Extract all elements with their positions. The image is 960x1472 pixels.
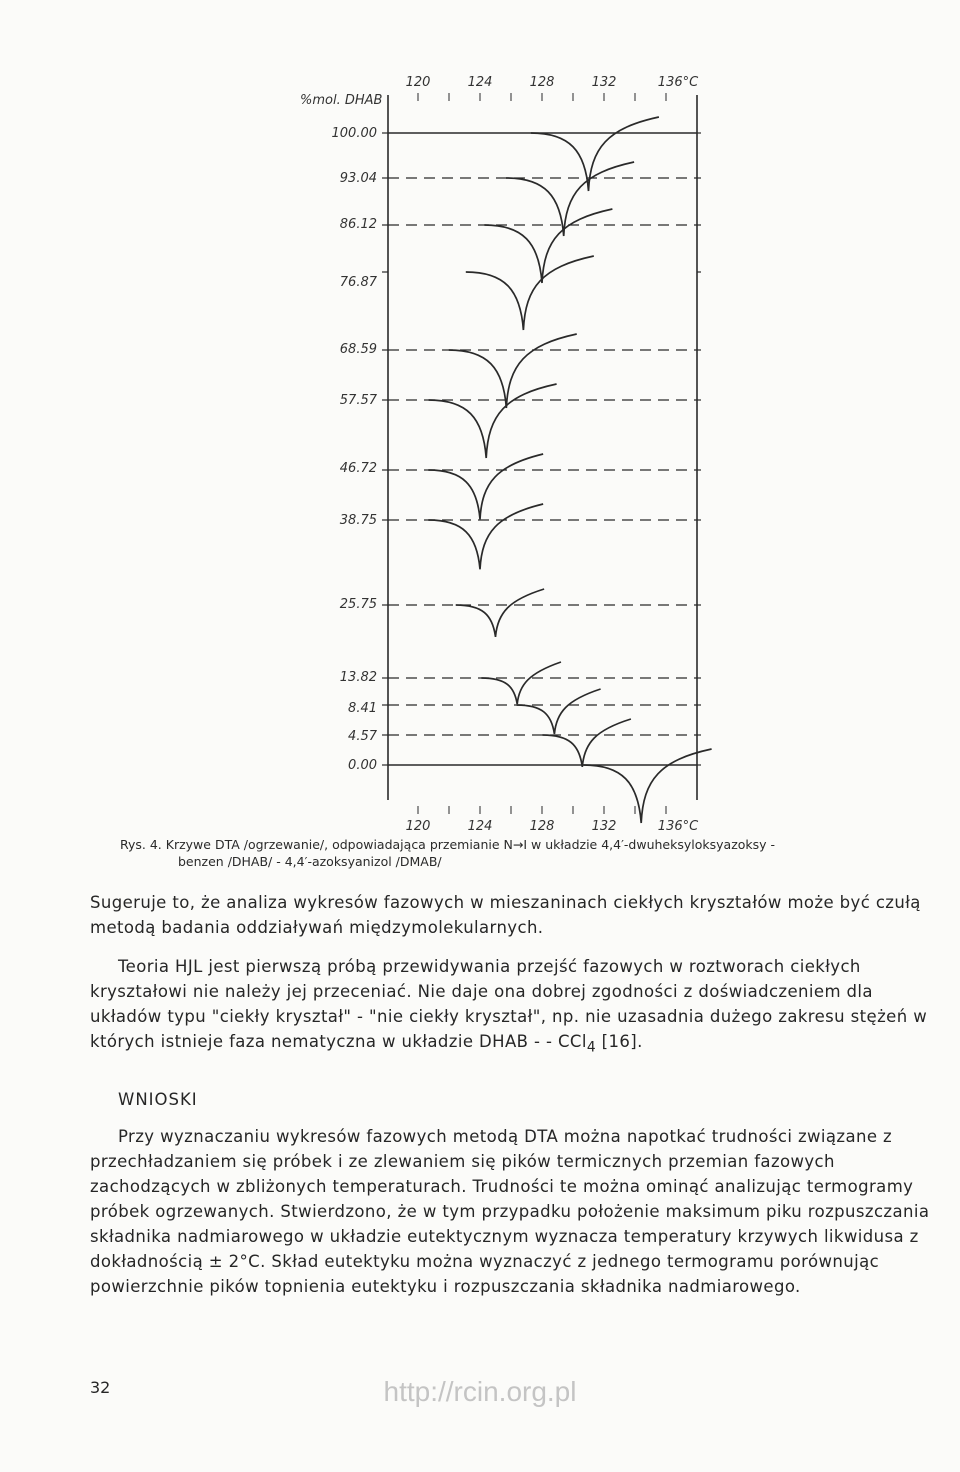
composition-label: 0.00 [348,758,377,773]
paragraph-2-text: Teoria HJL jest pierwszą próbą przewidywania przejść fazowych w roztworach ciekłych kryształowi nie należy jej przeceniać. Nie daje ona dobrej zgodności z doświadczeniem dla układów typu "ciekły kryształ" - "nie ciekły kryształ", np. nie uzasadnia dużego zakresu stężeń w których istnieje faza nematyczna w układzie DHAB - - CCl [90,957,928,1051]
composition-label: 4.57 [348,729,377,744]
composition-label: 76.87 [339,275,377,290]
ccl4-subscript: 4 [586,1039,596,1056]
section-heading: WNIOSKI [118,1090,198,1109]
top-axis [406,75,700,101]
y-axis-label: %mol. DHAB [300,93,383,108]
dta-peak-curve [517,689,601,734]
composition-label: 8.41 [348,701,377,716]
dta-peak-curve [466,256,594,330]
top-tick-label: 132 [591,75,617,90]
top-tick-label: 128 [529,75,555,90]
bottom-tick-label: 132 [591,819,617,830]
composition-label: 38.75 [339,513,377,528]
plot-frame [382,95,701,800]
dta-peak-curve [584,749,712,823]
composition-label: 68.59 [339,342,377,357]
top-tick-label: 120 [405,75,431,90]
watermark: http://rcin.org.pl [383,1376,577,1407]
caption-line-2: benzen /DHAB/ - 4,4′-azoksyanizol /DMAB/ [178,854,442,869]
bottom-axis [406,806,700,830]
paragraph-3-text: Przy wyznaczaniu wykresów fazowych metodą DTA można napotkać trudności związane z przechładzaniem się próbek i ze zlewaniem się pików termicznych przemian fazowych zachodzących w zbliżonych temperaturach. Trudności te można ominąć analizując termogramy próbek ogrzewanych. Stwierdzono, że w tym przypadku położenie maksimum piku rozpuszczania składnika nadmiarowego w układzie eutektycznym wyznacza temperatury krzywych likwidusa z dokładnością ± 2°C. Skład eutektyku można wyznaczyć z jednego termogramu porównując powierzchnie pików topnienia eutektyku i rozpuszczania składnika nadmiarowego. [90,1127,930,1296]
composition-label: 100.00 [331,126,377,141]
paragraph-1: Sugeruje to, że analiza wykresów fazowych w mieszaninach ciekłych kryształów może być czułą metodą badania oddziaływań międzymolekularnych. [90,893,921,937]
composition-label: 57.57 [339,393,377,408]
dta-peak-curve [429,384,557,458]
composition-label: 46.72 [339,461,377,476]
dta-peak-curve [484,209,612,283]
caption-line-1: Rys. 4. Krzywe DTA /ogrzewanie/, odpowiadająca przemianie N→I w układzie 4,4′-dwuheksyloksyazoksy - [120,837,776,852]
bottom-tick-label: 128 [529,819,555,830]
paragraph-2 [90,954,940,1060]
top-tick-label: 136°C [657,75,699,90]
dta-curves [388,117,712,823]
paragraph-3 [90,1124,940,1299]
composition-label: 86.12 [339,217,377,232]
composition-label: 93.04 [339,171,377,186]
bottom-tick-label: 120 [405,819,431,830]
figure-caption [120,836,920,870]
composition-labels [332,126,378,773]
dta-peak-curve [449,334,577,408]
dta-peak-curve [428,504,543,569]
top-tick-label: 124 [467,75,493,90]
bottom-tick-label: 124 [467,819,493,830]
dta-peak-curve [456,589,544,637]
page-number: 32 [90,1378,111,1397]
composition-label: 13.82 [339,670,377,685]
composition-label: 25.75 [339,597,377,612]
paragraph-2-ref: [16]. [596,1032,643,1051]
dta-peak-curve [481,662,561,704]
bottom-tick-label: 136°C [657,819,699,830]
dta-peak-curve [531,117,659,191]
